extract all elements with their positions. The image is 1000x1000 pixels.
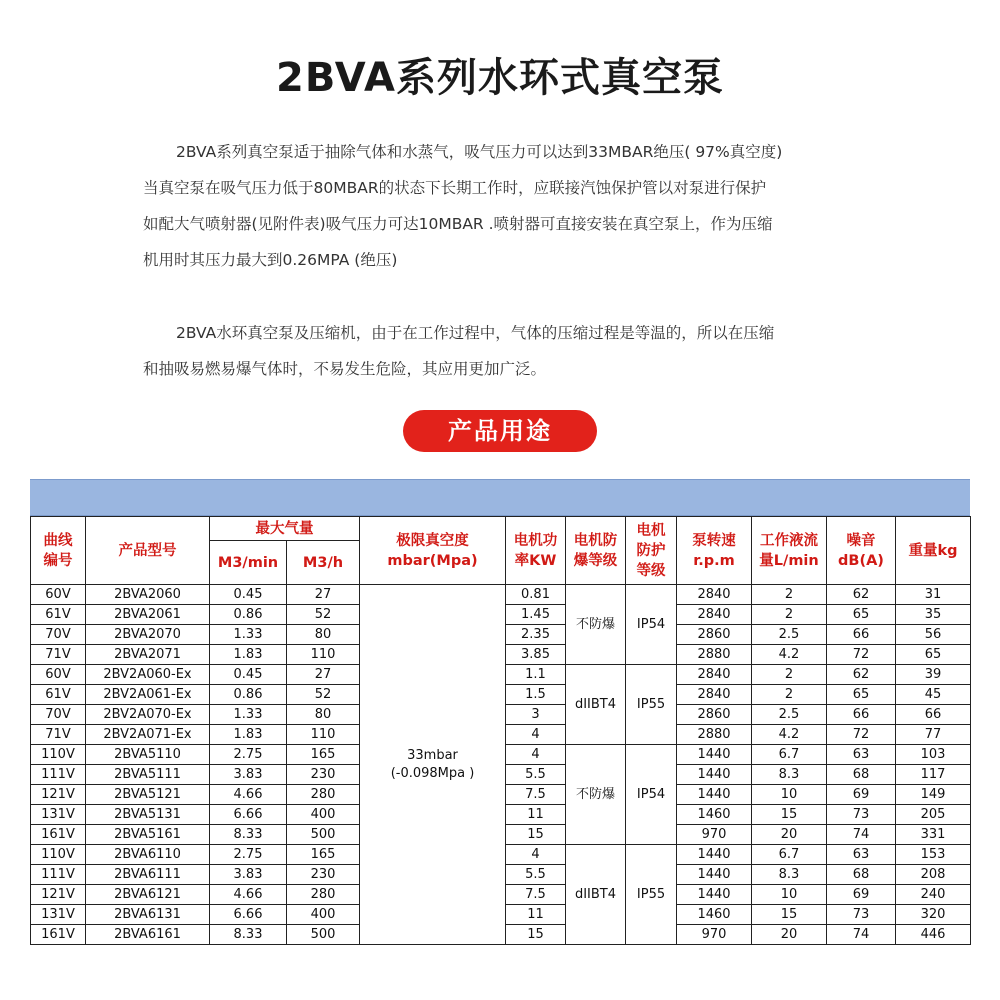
power-cell: 4 [506,845,566,865]
flow-cell: 2.5 [752,625,827,645]
weight-cell: 149 [896,785,971,805]
m3min-cell: 2.75 [210,745,287,765]
model-cell: 2BVA5111 [86,765,210,785]
speed-cell: 1460 [677,905,752,925]
power-cell: 3.85 [506,645,566,665]
weight-cell: 446 [896,925,971,945]
speed-cell: 1440 [677,865,752,885]
flow-cell: 4.2 [752,645,827,665]
curve-cell: 70V [31,705,86,725]
curve-cell: 121V [31,785,86,805]
header-flow: 工作液流 量L/min [752,517,827,585]
model-cell: 2BVA6161 [86,925,210,945]
m3h-cell: 165 [287,745,360,765]
model-cell: 2BVA6131 [86,905,210,925]
power-cell: 11 [506,805,566,825]
table-row [31,585,971,605]
speed-cell: 1440 [677,745,752,765]
speed-cell: 2840 [677,665,752,685]
m3h-cell: 27 [287,585,360,605]
curve-cell: 60V [31,665,86,685]
header-curve: 曲线 编号 [31,517,86,585]
speed-cell: 2840 [677,585,752,605]
feature-line-2: 和抽吸易燃易爆气体时，不易发生危险，其应用更加广泛。 [143,360,547,378]
m3min-cell: 3.83 [210,865,287,885]
m3min-cell: 8.33 [210,825,287,845]
m3h-cell: 230 [287,865,360,885]
noise-cell: 72 [827,725,896,745]
power-cell: 4 [506,725,566,745]
weight-cell: 208 [896,865,971,885]
flow-cell: 2.5 [752,705,827,725]
speed-cell: 1440 [677,885,752,905]
m3h-cell: 280 [287,785,360,805]
flow-cell: 4.2 [752,725,827,745]
weight-cell: 331 [896,825,971,845]
page-title: 2BVA系列水环式真空泵 [276,55,724,101]
flow-cell: 15 [752,805,827,825]
explosion-cell: 不防爆 [566,745,626,845]
flow-cell: 6.7 [752,745,827,765]
m3h-cell: 80 [287,705,360,725]
spec-table [30,516,971,945]
curve-cell: 60V [31,585,86,605]
noise-cell: 69 [827,885,896,905]
explosion-cell: dIIBT4 [566,665,626,745]
m3min-cell: 8.33 [210,925,287,945]
explosion-cell: dIIBT4 [566,845,626,945]
power-cell: 15 [506,825,566,845]
weight-cell: 240 [896,885,971,905]
flow-cell: 2 [752,585,827,605]
noise-cell: 62 [827,665,896,685]
flow-cell: 2 [752,665,827,685]
weight-cell: 35 [896,605,971,625]
weight-cell: 320 [896,905,971,925]
noise-cell: 63 [827,745,896,765]
curve-cell: 111V [31,765,86,785]
curve-cell: 61V [31,685,86,705]
m3h-cell: 52 [287,605,360,625]
m3h-cell: 110 [287,645,360,665]
model-cell: 2BVA2061 [86,605,210,625]
weight-cell: 39 [896,665,971,685]
product-usage-button[interactable]: 产品用途 [403,410,597,452]
weight-cell: 66 [896,705,971,725]
protection-cell: IP55 [626,665,677,745]
flow-cell: 2 [752,605,827,625]
model-cell: 2BV2A060-Ex [86,665,210,685]
header-m3h: M3/h [287,541,360,585]
flow-cell: 10 [752,785,827,805]
model-cell: 2BVA2071 [86,645,210,665]
m3h-cell: 280 [287,885,360,905]
m3h-cell: 165 [287,845,360,865]
model-cell: 2BVA2060 [86,585,210,605]
speed-cell: 1440 [677,765,752,785]
noise-cell: 69 [827,785,896,805]
model-cell: 2BVA6110 [86,845,210,865]
m3min-cell: 2.75 [210,845,287,865]
header-explosion: 电机防 爆等级 [566,517,626,585]
header-noise: 噪音 dB(A) [827,517,896,585]
curve-cell: 61V [31,605,86,625]
noise-cell: 73 [827,905,896,925]
noise-cell: 74 [827,925,896,945]
speed-cell: 2840 [677,685,752,705]
m3min-cell: 4.66 [210,785,287,805]
m3min-cell: 0.45 [210,665,287,685]
m3min-cell: 0.45 [210,585,287,605]
power-cell: 4 [506,745,566,765]
m3h-cell: 52 [287,685,360,705]
flow-cell: 8.3 [752,765,827,785]
noise-cell: 63 [827,845,896,865]
model-cell: 2BVA5131 [86,805,210,825]
protection-cell: IP54 [626,585,677,665]
intro-line-3: 如配大气喷射器(见附件表)吸气压力可达10MBAR .喷射器可直接安装在真空泵上，作为压缩 [143,215,773,233]
intro-line-2: 当真空泵在吸气压力低于80MBAR的状态下长期工作时，应联接汽蚀保护管以对泵进行保护 [143,179,767,197]
curve-cell: 131V [31,905,86,925]
curve-cell: 161V [31,825,86,845]
model-cell: 2BVA6111 [86,865,210,885]
intro-paragraph [143,134,883,278]
noise-cell: 68 [827,765,896,785]
noise-cell: 65 [827,605,896,625]
curve-cell: 111V [31,865,86,885]
table-header-band [30,479,970,516]
weight-cell: 153 [896,845,971,865]
m3h-cell: 400 [287,905,360,925]
m3min-cell: 6.66 [210,905,287,925]
m3h-cell: 500 [287,925,360,945]
model-cell: 2BVA2070 [86,625,210,645]
speed-cell: 2880 [677,645,752,665]
speed-cell: 970 [677,825,752,845]
noise-cell: 66 [827,625,896,645]
speed-cell: 1440 [677,845,752,865]
header-m3min: M3/min [210,541,287,585]
m3h-cell: 27 [287,665,360,685]
header-model: 产品型号 [86,517,210,585]
curve-cell: 71V [31,725,86,745]
m3min-cell: 0.86 [210,605,287,625]
curve-cell: 70V [31,625,86,645]
weight-cell: 77 [896,725,971,745]
m3h-cell: 500 [287,825,360,845]
intro-line-4: 机用时其压力最大到0.26MPA (绝压) [143,251,398,269]
power-cell: 5.5 [506,865,566,885]
flow-cell: 8.3 [752,865,827,885]
power-cell: 11 [506,905,566,925]
weight-cell: 56 [896,625,971,645]
m3min-cell: 6.66 [210,805,287,825]
weight-cell: 103 [896,745,971,765]
flow-cell: 15 [752,905,827,925]
noise-cell: 74 [827,825,896,845]
m3min-cell: 0.86 [210,685,287,705]
noise-cell: 73 [827,805,896,825]
flow-cell: 6.7 [752,845,827,865]
model-cell: 2BV2A070-Ex [86,705,210,725]
flow-cell: 20 [752,825,827,845]
noise-cell: 62 [827,585,896,605]
weight-cell: 31 [896,585,971,605]
power-cell: 7.5 [506,785,566,805]
power-cell: 1.45 [506,605,566,625]
header-max-air: 最大气量 [210,517,360,541]
model-cell: 2BVA6121 [86,885,210,905]
power-cell: 1.1 [506,665,566,685]
curve-cell: 110V [31,845,86,865]
weight-cell: 45 [896,685,971,705]
m3min-cell: 1.33 [210,705,287,725]
power-cell: 0.81 [506,585,566,605]
power-cell: 2.35 [506,625,566,645]
model-cell: 2BVA5121 [86,785,210,805]
curve-cell: 121V [31,885,86,905]
m3min-cell: 1.33 [210,625,287,645]
m3min-cell: 4.66 [210,885,287,905]
speed-cell: 1460 [677,805,752,825]
speed-cell: 970 [677,925,752,945]
weight-cell: 65 [896,645,971,665]
noise-cell: 68 [827,865,896,885]
weight-cell: 205 [896,805,971,825]
m3min-cell: 1.83 [210,725,287,745]
noise-cell: 66 [827,705,896,725]
header-vacuum: 极限真空度 mbar(Mpa) [360,517,506,585]
model-cell: 2BVA5161 [86,825,210,845]
power-cell: 15 [506,925,566,945]
m3min-cell: 3.83 [210,765,287,785]
explosion-cell: 不防爆 [566,585,626,665]
model-cell: 2BVA5110 [86,745,210,765]
feature-paragraph [143,315,883,387]
header-speed: 泵转速 r.p.m [677,517,752,585]
speed-cell: 1440 [677,785,752,805]
m3h-cell: 400 [287,805,360,825]
noise-cell: 72 [827,645,896,665]
m3h-cell: 230 [287,765,360,785]
speed-cell: 2840 [677,605,752,625]
curve-cell: 161V [31,925,86,945]
speed-cell: 2860 [677,625,752,645]
power-cell: 1.5 [506,685,566,705]
header-protection: 电机 防护 等级 [626,517,677,585]
protection-cell: IP55 [626,845,677,945]
power-cell: 7.5 [506,885,566,905]
curve-cell: 110V [31,745,86,765]
flow-cell: 20 [752,925,827,945]
header-weight: 重量kg [896,517,971,585]
m3h-cell: 80 [287,625,360,645]
protection-cell: IP54 [626,745,677,845]
m3h-cell: 110 [287,725,360,745]
flow-cell: 10 [752,885,827,905]
curve-cell: 71V [31,645,86,665]
m3min-cell: 1.83 [210,645,287,665]
model-cell: 2BV2A071-Ex [86,725,210,745]
vacuum-cell: 33mbar (-0.098Mpa ) [360,585,506,945]
power-cell: 3 [506,705,566,725]
flow-cell: 2 [752,685,827,705]
feature-line-1: 2BVA水环真空泵及压缩机，由于在工作过程中，气体的压缩过程是等温的，所以在压缩 [176,324,775,342]
weight-cell: 117 [896,765,971,785]
intro-line-1: 2BVA系列真空泵适于抽除气体和水蒸气，吸气压力可以达到33MBAR绝压( 97%真空度) [176,143,783,161]
header-power: 电机功 率KW [506,517,566,585]
noise-cell: 65 [827,685,896,705]
model-cell: 2BV2A061-Ex [86,685,210,705]
speed-cell: 2880 [677,725,752,745]
speed-cell: 2860 [677,705,752,725]
power-cell: 5.5 [506,765,566,785]
curve-cell: 131V [31,805,86,825]
